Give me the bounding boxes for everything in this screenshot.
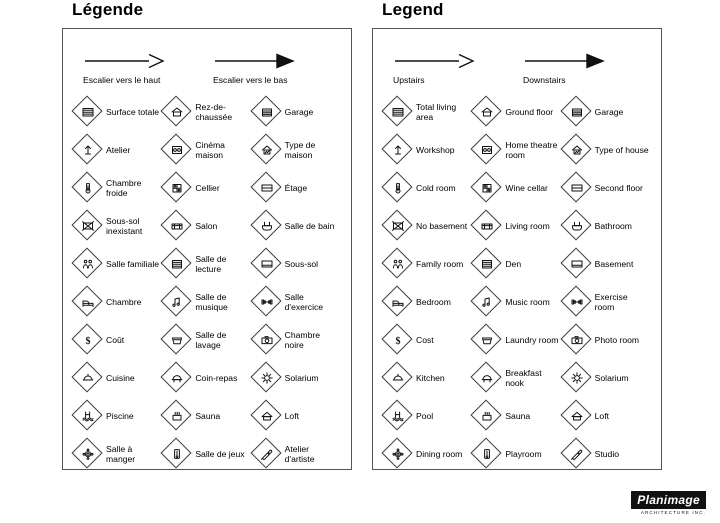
legend-item-label: Ground floor	[505, 107, 554, 118]
solarium-icon	[562, 363, 592, 393]
legend-item-label: Cuisine	[106, 373, 135, 384]
legend-item-label: Salle de bain	[284, 221, 335, 232]
legend-item	[562, 134, 651, 167]
legend-item-label: Atelier d'artiste	[284, 444, 315, 465]
second-floor-icon	[562, 173, 592, 203]
legend-item	[383, 286, 472, 319]
exercise-room-icon	[562, 287, 592, 317]
legend-item	[252, 362, 341, 395]
legend-item	[383, 248, 472, 281]
legend-item	[562, 324, 651, 357]
legend-item-label: Coût	[106, 335, 125, 346]
legend-item-label: Sauna	[195, 411, 221, 422]
logo	[631, 491, 706, 516]
stairs-item	[207, 51, 337, 86]
pool-icon	[73, 401, 103, 431]
legend-item	[383, 400, 472, 433]
workshop-icon	[383, 135, 413, 165]
legend-item-label: Second floor	[594, 183, 643, 194]
legend-item	[472, 438, 561, 471]
stairs-item	[387, 51, 517, 86]
arrow-down-stairs-solid-icon	[213, 51, 337, 73]
legend-item-label: Solarium	[284, 373, 319, 384]
cold-room-icon	[383, 173, 413, 203]
type-of-house-icon	[562, 135, 592, 165]
legend-item-label: Atelier	[106, 145, 131, 156]
legend-item	[73, 286, 162, 319]
cost-icon	[383, 325, 413, 355]
legend-item-label: Cellier	[195, 183, 220, 194]
svg-text:$: $	[85, 336, 91, 348]
stairs-label: Upstairs	[393, 75, 425, 85]
playroom-icon	[472, 439, 502, 469]
legend-panel-en	[372, 0, 672, 470]
ground-floor-icon	[162, 97, 192, 127]
legend-item-label: Bedroom	[416, 297, 451, 308]
legend-item	[73, 362, 162, 395]
wine-cellar-icon	[162, 173, 192, 203]
arrow-up-stairs-outline-icon	[393, 51, 517, 73]
legend-item	[472, 400, 561, 433]
legend-item-label: Étage	[284, 183, 308, 194]
legend-item	[472, 134, 561, 167]
legend-item	[252, 400, 341, 433]
cold-room-icon	[73, 173, 103, 203]
legend-panel-fr	[62, 0, 362, 470]
legend-item	[162, 362, 251, 395]
legend-item-label: Sauna	[505, 411, 531, 422]
photo-room-icon	[562, 325, 592, 355]
legend-item-label: Playroom	[505, 449, 542, 460]
loft-icon	[562, 401, 592, 431]
legend-item-label: Coin-repas	[195, 373, 238, 384]
wine-cellar-icon	[472, 173, 502, 203]
legend-item	[383, 210, 472, 243]
laundry-room-icon	[472, 325, 502, 355]
legend-item-label: Family room	[416, 259, 464, 270]
legend-item-label: Chambre noire	[284, 330, 321, 351]
legend-item-label: Chambre	[106, 297, 142, 308]
legend-item-label: Cold room	[416, 183, 456, 194]
stairs-label: Escalier vers le bas	[213, 75, 288, 85]
legend-item	[562, 210, 651, 243]
legend-item	[162, 438, 251, 471]
legend-item	[383, 172, 472, 205]
legend-item-label: Pool	[416, 411, 434, 422]
svg-text:$: $	[395, 336, 401, 348]
legend-item	[562, 172, 651, 205]
legend-box	[62, 28, 352, 470]
legend-item-label: Laundry room	[505, 335, 559, 346]
legend-item	[162, 210, 251, 243]
legend-item-label: Total living area	[416, 102, 457, 123]
breakfast-nook-icon	[472, 363, 502, 393]
logo-tagline: ARCHITECTURE INC.	[640, 510, 706, 515]
stairs-label: Escalier vers le haut	[83, 75, 161, 85]
legend-item	[73, 400, 162, 433]
den-icon	[472, 249, 502, 279]
legend-item-label: Solarium	[594, 373, 629, 384]
legend-item-label: Salle de lecture	[195, 254, 227, 275]
legend-item-label: Salle d'exercice	[284, 292, 324, 313]
stairs-row	[73, 43, 341, 88]
no-basement-icon	[383, 211, 413, 241]
den-icon	[162, 249, 192, 279]
legend-grid	[383, 96, 651, 471]
legend-item	[73, 172, 162, 205]
legend-item	[383, 438, 472, 471]
basement-icon	[252, 249, 282, 279]
legend-item-label: Salle à manger	[106, 444, 136, 465]
exercise-room-icon	[252, 287, 282, 317]
legend-item-label: Loft	[284, 411, 299, 422]
legend-item-label: Type de maison	[284, 140, 316, 161]
legend-item	[162, 286, 251, 319]
kitchen-icon	[73, 363, 103, 393]
legend-item-label: Home theatre room	[505, 140, 558, 161]
legend-item	[73, 324, 162, 357]
legend-item	[472, 210, 561, 243]
legend-item-label: Salle de lavage	[195, 330, 227, 351]
garage-icon	[562, 97, 592, 127]
logo-wordmark: Planimage	[631, 491, 706, 509]
stairs-item	[77, 51, 207, 86]
workshop-icon	[73, 135, 103, 165]
sauna-icon	[472, 401, 502, 431]
legend-item	[252, 172, 341, 205]
legend-item	[73, 134, 162, 167]
living-room-icon	[162, 211, 192, 241]
legend-item	[383, 324, 472, 357]
legend-item	[472, 172, 561, 205]
legend-item-label: Sous-sol	[284, 259, 319, 270]
legend-item-label: Loft	[594, 411, 609, 422]
legend-item	[472, 96, 561, 129]
legend-item	[162, 96, 251, 129]
legend-item	[252, 286, 341, 319]
legend-item	[383, 362, 472, 395]
arrow-up-stairs-outline-icon	[83, 51, 207, 73]
legend-item-label: Piscine	[106, 411, 134, 422]
arrow-down-stairs-solid-icon	[523, 51, 647, 73]
home-theatre-icon	[162, 135, 192, 165]
legend-item	[162, 134, 251, 167]
legend-item	[252, 438, 341, 471]
music-room-icon	[162, 287, 192, 317]
legend-item	[162, 248, 251, 281]
legend-item	[73, 96, 162, 129]
solarium-icon	[252, 363, 282, 393]
legend-item-label: Music room	[505, 297, 550, 308]
dining-room-icon	[73, 439, 103, 469]
music-room-icon	[472, 287, 502, 317]
bedroom-icon	[73, 287, 103, 317]
bathroom-icon	[252, 211, 282, 241]
legend-item	[162, 324, 251, 357]
legend-item	[472, 248, 561, 281]
legend-item	[562, 96, 651, 129]
legend-item-label: Studio	[594, 449, 620, 460]
legend-item-label: Breakfast nook	[505, 368, 542, 389]
legend-item	[562, 248, 651, 281]
legend-item	[562, 400, 651, 433]
legend-item-label: Kitchen	[416, 373, 445, 384]
total-living-area-icon	[383, 97, 413, 127]
legend-item	[252, 324, 341, 357]
legend-item-label: Den	[505, 259, 522, 270]
ground-floor-icon	[472, 97, 502, 127]
legend-item-label: Salle de jeux	[195, 449, 245, 460]
legend-item	[252, 210, 341, 243]
legend-item-label: Bathroom	[594, 221, 632, 232]
studio-icon	[252, 439, 282, 469]
legend-item	[162, 400, 251, 433]
legend-item	[73, 438, 162, 471]
legend-item-label: Dining room	[416, 449, 463, 460]
sauna-icon	[162, 401, 192, 431]
legend-item	[472, 324, 561, 357]
playroom-icon	[162, 439, 192, 469]
stairs-item	[517, 51, 647, 86]
legend-item-label: Wine cellar	[505, 183, 548, 194]
panel-title: Legend	[382, 0, 444, 19]
stairs-row	[383, 43, 651, 88]
legend-item-label: Chambre froide	[106, 178, 142, 199]
legend-item	[252, 134, 341, 167]
legend-item	[562, 286, 651, 319]
legend-item-label: Exercise room	[594, 292, 628, 313]
living-room-icon	[472, 211, 502, 241]
legend-item-label: Cinéma maison	[195, 140, 225, 161]
legend-item-label: Living room	[505, 221, 550, 232]
panel-title: Légende	[72, 0, 144, 19]
legend-item-label: Salle de musique	[195, 292, 228, 313]
legend-item	[252, 96, 341, 129]
photo-room-icon	[252, 325, 282, 355]
bedroom-icon	[383, 287, 413, 317]
legend-item-label: Rez-de-chaussée	[195, 102, 233, 123]
garage-icon	[252, 97, 282, 127]
legend-item	[252, 248, 341, 281]
legend-item-label: Sous-sol inexistant	[106, 216, 143, 237]
legend-item-label: Salon	[195, 221, 218, 232]
type-of-house-icon	[252, 135, 282, 165]
cost-icon	[73, 325, 103, 355]
legend-item-label: Photo room	[594, 335, 640, 346]
legend-item	[73, 248, 162, 281]
legend-item	[383, 134, 472, 167]
legend-item	[73, 210, 162, 243]
laundry-room-icon	[162, 325, 192, 355]
bathroom-icon	[562, 211, 592, 241]
legend-item	[562, 362, 651, 395]
family-room-icon	[383, 249, 413, 279]
second-floor-icon	[252, 173, 282, 203]
kitchen-icon	[383, 363, 413, 393]
family-room-icon	[73, 249, 103, 279]
legend-item	[472, 286, 561, 319]
basement-icon	[562, 249, 592, 279]
no-basement-icon	[73, 211, 103, 241]
legend-item-label: No basement	[416, 221, 468, 232]
pool-icon	[383, 401, 413, 431]
home-theatre-icon	[472, 135, 502, 165]
legend-item-label: Cost	[416, 335, 434, 346]
legend-item-label: Basement	[594, 259, 634, 270]
legend-box	[372, 28, 662, 470]
dining-room-icon	[383, 439, 413, 469]
legend-item-label: Salle familiale	[106, 259, 160, 270]
legend-item-label: Garage	[594, 107, 624, 118]
loft-icon	[252, 401, 282, 431]
studio-icon	[562, 439, 592, 469]
legend-item-label: Workshop	[416, 145, 455, 156]
legend-item	[162, 172, 251, 205]
total-living-area-icon	[73, 97, 103, 127]
legend-item	[383, 96, 472, 129]
legend-item-label: Garage	[284, 107, 314, 118]
legend-item	[472, 362, 561, 395]
legend-item	[562, 438, 651, 471]
breakfast-nook-icon	[162, 363, 192, 393]
stairs-label: Downstairs	[523, 75, 566, 85]
legend-item-label: Type of house	[594, 145, 649, 156]
legend-item-label: Surface totale	[106, 107, 160, 118]
legend-grid	[73, 96, 341, 471]
